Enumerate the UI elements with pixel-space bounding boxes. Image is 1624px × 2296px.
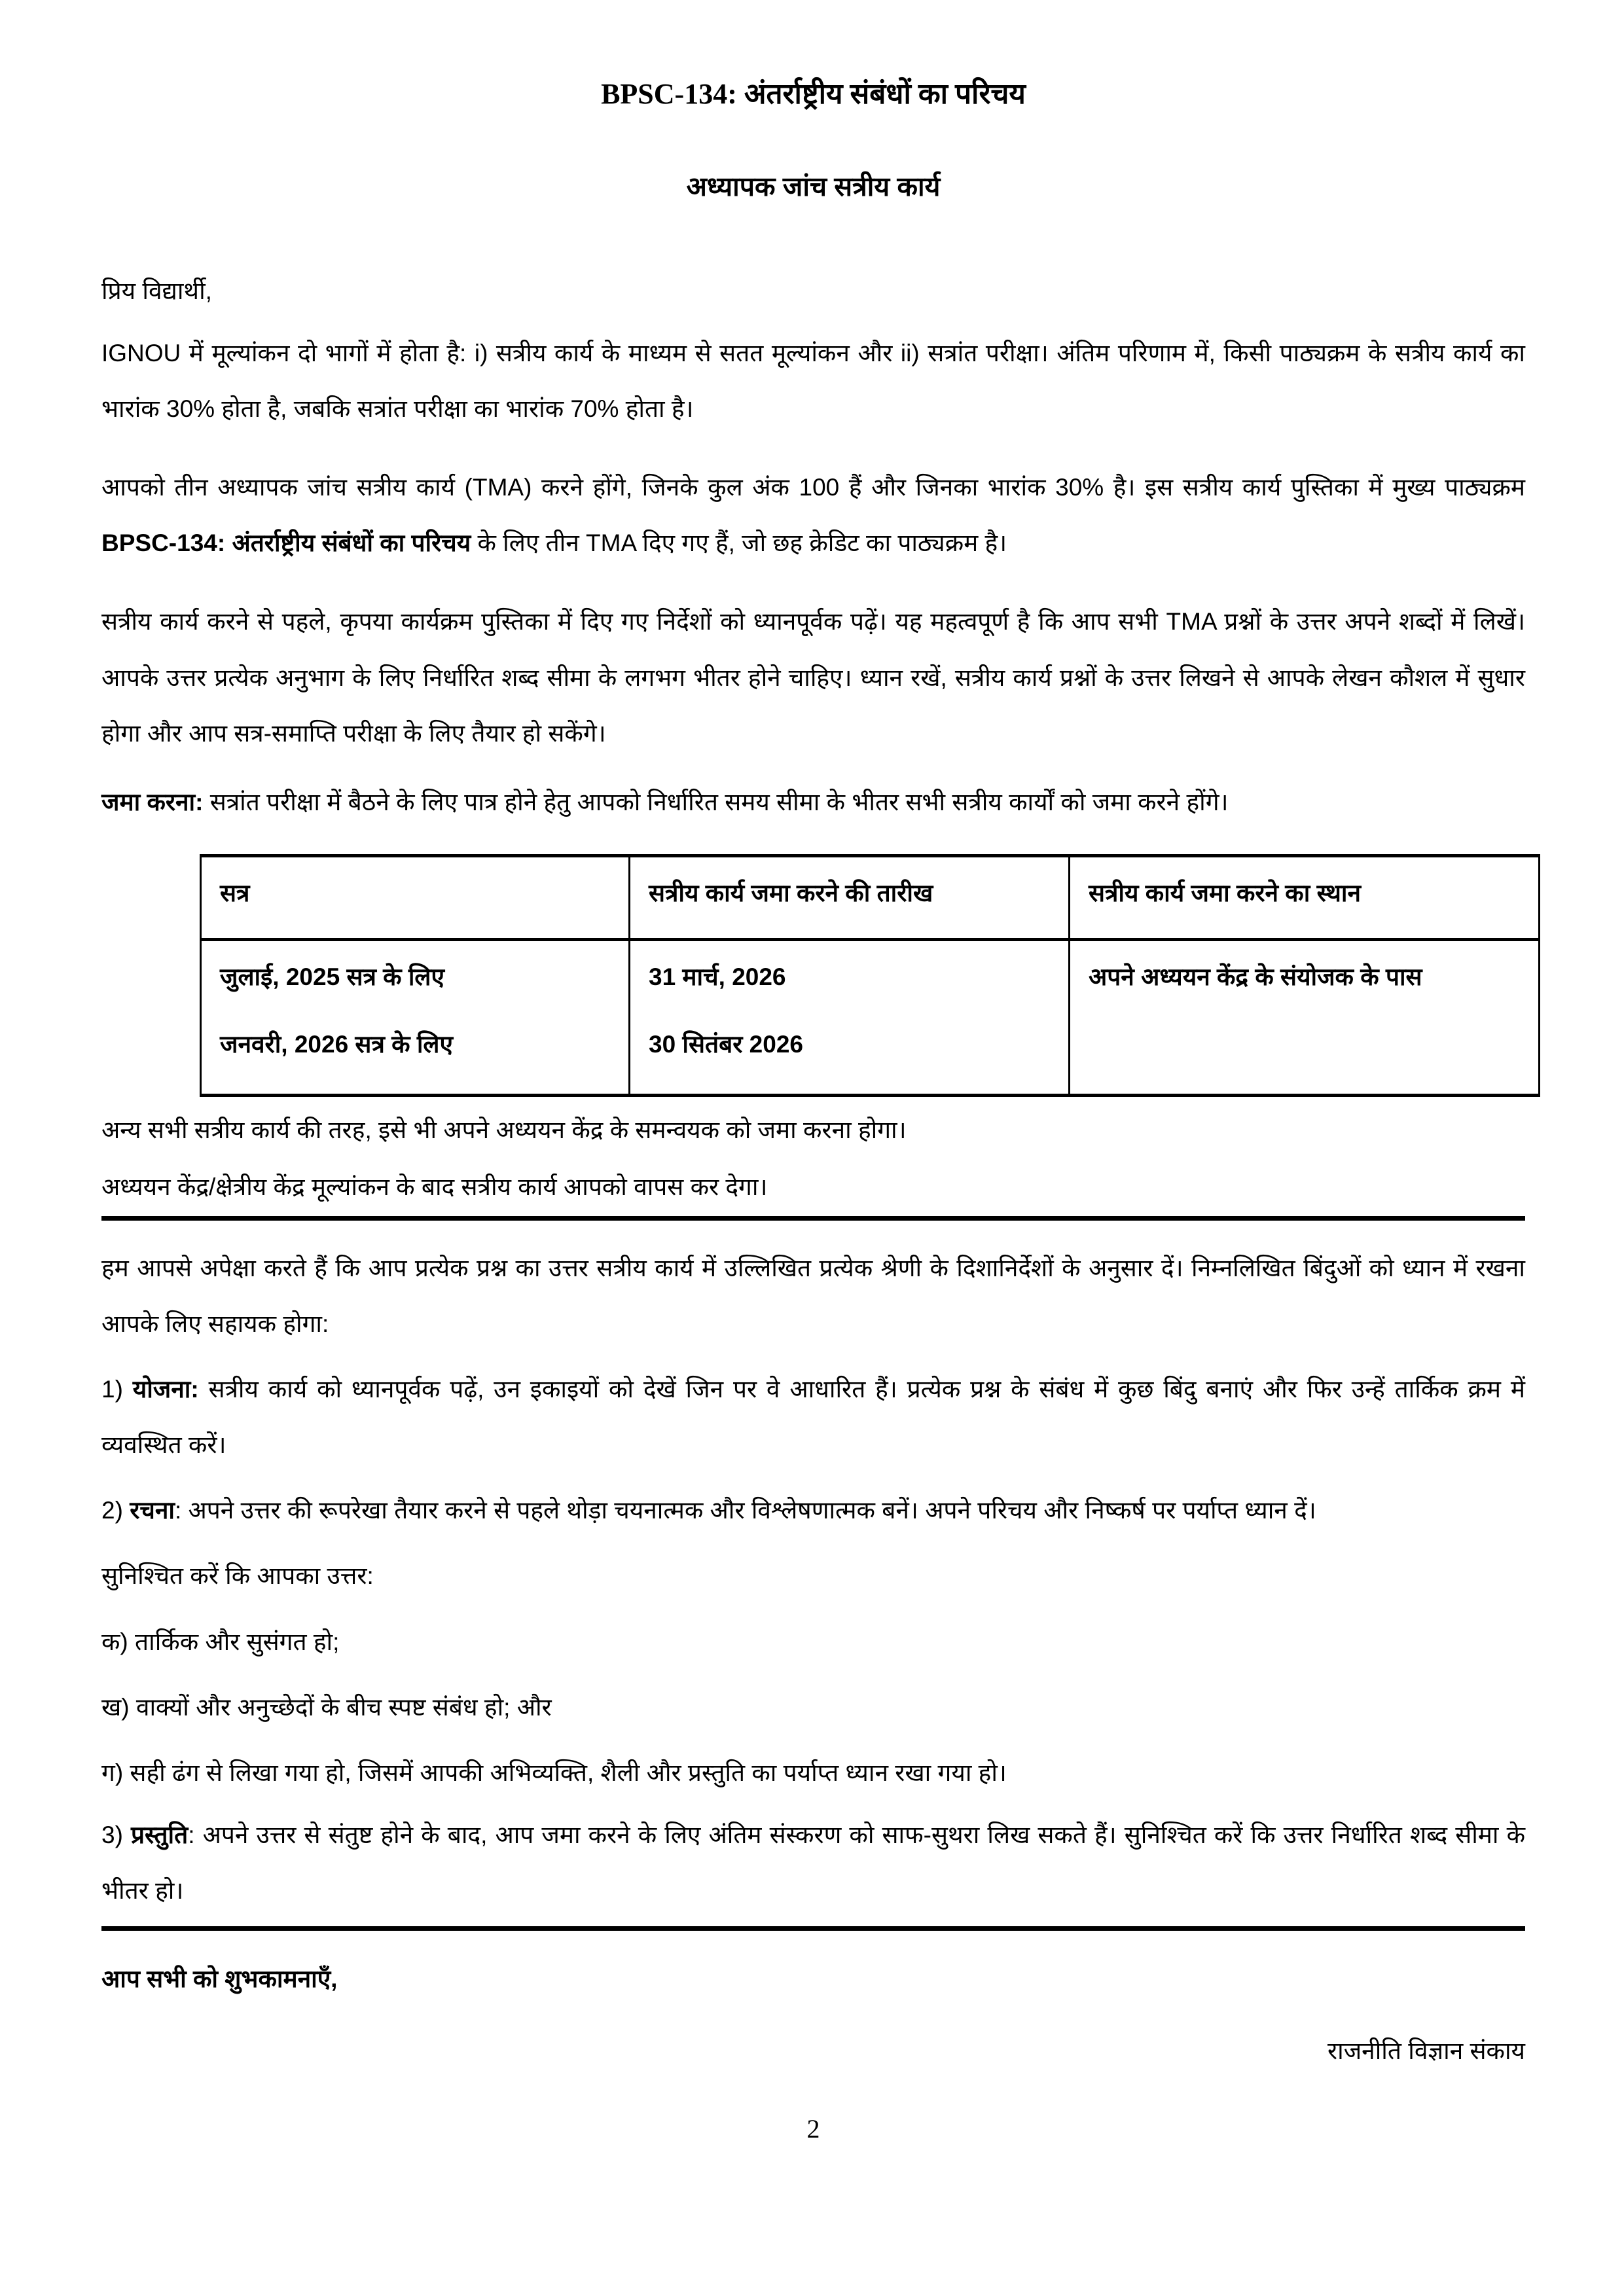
point-2-label: रचना (130, 1497, 175, 1524)
para-guidelines-intro: हम आपसे अपेक्षा करते हैं कि आप प्रत्येक प्रश्न का उत्तर सत्रीय कार्य में उल्लिखित प्रत्येक श्रेणी के दिशानिर्देशों के अनुसार दें। निम्नलिखित बिंदुओं को ध्यान में रखना आपके लिए सहायक होगा: (101, 1255, 1525, 1338)
guideline-point-1 (101, 1361, 1525, 1473)
session-july-2025: जुलाई, 2025 सत्र के लिए (220, 963, 444, 990)
faculty-signature: राजनीति विज्ञान संकाय (1327, 2037, 1525, 2065)
page-subtitle: अध्यापक जांच सत्रीय कार्य (686, 171, 941, 202)
ensure-line: सुनिश्चित करें कि आपका उत्तर: (101, 1562, 374, 1590)
session-january-2026: जनवरी, 2026 सत्र के लिए (220, 1031, 453, 1058)
point-2-number: 2) (101, 1497, 130, 1524)
submission-text: सत्रांत परीक्षा में बैठने के लिए पात्र होने हेतु आपको निर्धारित समय सीमा के भीतर सभी सत्रीय कार्यों को जमा करने होंगे। (203, 788, 1229, 816)
para-after-table-1: अन्य सभी सत्रीय कार्य की तरह, इसे भी अपने अध्ययन केंद्र के समन्वयक को जमा करना होगा। (101, 1116, 907, 1143)
table-header-row (201, 855, 1540, 939)
submission-schedule-table (200, 854, 1540, 1097)
table-data-row (201, 939, 1540, 1095)
checklist-item-c: ग) सही ढंग से लिखा गया हो, जिसमें आपकी अभिव्यक्ति, शैली और प्रस्तुति का पर्याप्त ध्यान रखा गया हो। (101, 1759, 1007, 1786)
point-1-text: सत्रीय कार्य को ध्यानपूर्वक पढ़ें, उन इकाइयों को देखें जिन पर वे आधारित हैं। प्रत्येक प्रश्न के संबंध में कुछ बिंदु बनाएं और फिर उन्हें तार्किक क्रम में व्यवस्थित करें। (101, 1376, 1525, 1459)
greeting: प्रिय विद्यार्थी, (101, 277, 212, 304)
page-title: BPSC-134: अंतर्राष्ट्रीय संबंधों का परिचय (601, 78, 1026, 110)
closing-wishes: आप सभी को शुभकामनाएँ, (101, 1965, 338, 1993)
point-1-label: योजना: (132, 1376, 199, 1403)
checklist-item-b: ख) वाक्यों और अनुच्छेदों के बीच स्पष्ट संबंध हो; और (101, 1693, 552, 1721)
point-3-number: 3) (101, 1821, 131, 1848)
table-cell-place (1070, 939, 1540, 1095)
guideline-point-2 (101, 1482, 1525, 1538)
course-title-bold: BPSC-134: अंतर्राष्ट्रीय संबंधों का परिचय (101, 529, 471, 557)
table-cell-dates (630, 939, 1070, 1095)
para-instructions: सत्रीय कार्य करने से पहले, कृपया कार्यक्रम पुस्तिका में दिए गए निर्देशों को ध्यानपूर्वक पढ़ें। यह महत्वपूर्ण है कि आप सभी TMA प्रश्नों के उत्तर अपने शब्दों में लिखें। आपके उत्तर प्रत्येक अनुभाग के लिए निर्धारित शब्द सीमा के लगभग भीतर होने चाहिए। ध्यान रखें, सत्रीय कार्य प्रश्नों के उत्तर लिखने से आपके लेखन कौशल में सुधार होगा और आप सत्र-समाप्ति परीक्षा के लिए तैयार हो सकेंगे। (101, 608, 1525, 747)
table-header-session: सत्र (201, 855, 630, 939)
page-number: 2 (806, 2114, 820, 2144)
para-submission (101, 774, 1525, 830)
horizontal-rule-1 (101, 1216, 1525, 1221)
date-march-2026: 31 मार्च, 2026 (649, 963, 786, 990)
place-text: अपने अध्ययन केंद्र के संयोजक के पास (1089, 963, 1422, 990)
para-after-table-2: अध्ययन केंद्र/क्षेत्रीय केंद्र मूल्यांकन के बाद सत्रीय कार्य आपको वापस कर देगा। (101, 1173, 768, 1200)
point-3-label: प्रस्तुति (130, 1821, 189, 1848)
para-tma-text-pre: आपको तीन अध्यापक जांच सत्रीय कार्य (TMA) करने होंगे, जिनके कुल अंक 100 हैं और जिनका भारांक 30% है। इस सत्रीय कार्य पुस्तिका में मुख्य पाठ्यक्रम (101, 474, 1525, 501)
point-3-text: : अपने उत्तर से संतुष्ट होने के बाद, आप जमा करने के लिए अंतिम संस्करण को साफ-सुथरा लिख सकते हैं। सुनिश्चित करें कि उत्तर निर्धारित शब्द सीमा के भीतर हो। (101, 1821, 1525, 1904)
table-header-date: सत्रीय कार्य जमा करने की तारीख (630, 855, 1070, 939)
point-2-text: : अपने उत्तर की रूपरेखा तैयार करने से पहले थोड़ा चयनात्मक और विश्लेषणात्मक बनें। अपने परिचय और निष्कर्ष पर पर्याप्त ध्यान दें। (174, 1497, 1316, 1524)
date-september-2026: 30 सितंबर 2026 (649, 1031, 803, 1058)
submission-label: जमा करना: (101, 788, 204, 816)
para-evaluation: IGNOU में मूल्यांकन दो भागों में होता है: i) सत्रीय कार्य के माध्यम से सतत मूल्यांकन और ii) सत्रांत परीक्षा। अंतिम परिणाम में, किसी पाठ्यक्रम के सत्रीय कार्य का भारांक 30% होता है, जबकि सत्रांत परीक्षा का भारांक 70% होता है। (101, 340, 1525, 423)
guideline-point-3 (101, 1807, 1525, 1918)
point-1-number: 1) (101, 1376, 133, 1403)
horizontal-rule-2 (101, 1926, 1525, 1931)
para-tma (101, 459, 1525, 571)
para-tma-text-post: के लिए तीन TMA दिए गए हैं, जो छह क्रेडिट का पाठ्यक्रम है। (471, 529, 1007, 557)
table-cell-sessions (201, 939, 630, 1095)
table-header-place: सत्रीय कार्य जमा करने का स्थान (1070, 855, 1540, 939)
checklist-item-a: क) तार्किक और सुसंगत हो; (101, 1628, 340, 1655)
